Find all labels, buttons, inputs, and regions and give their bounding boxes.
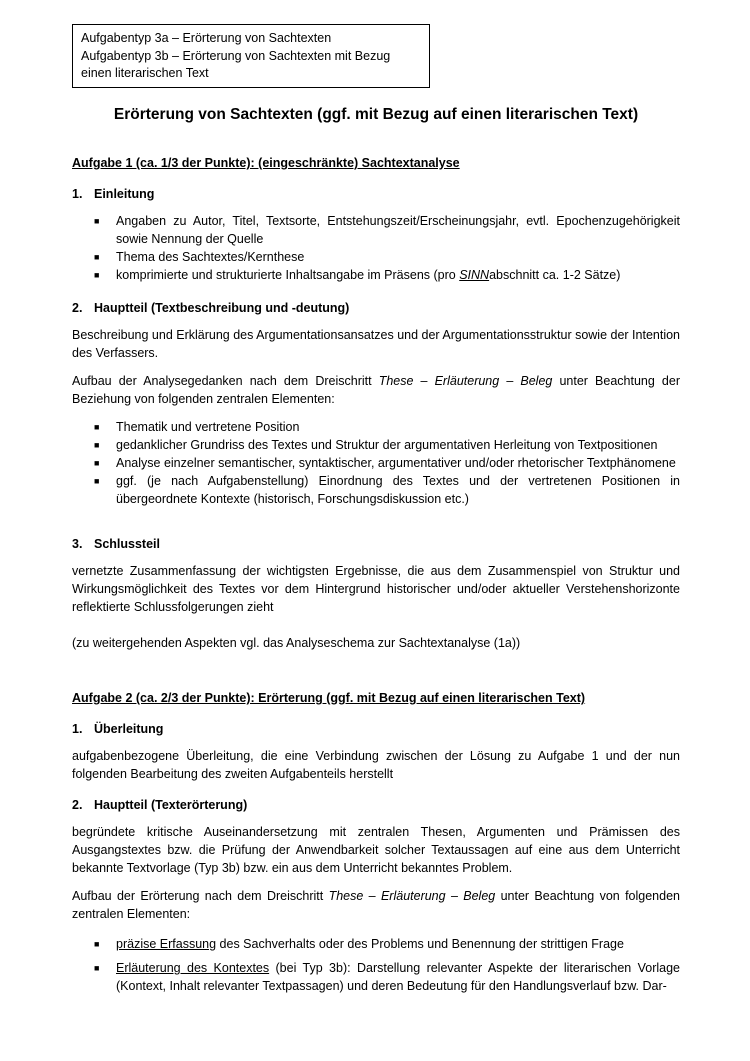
section-heading: [72, 536, 680, 553]
section-title: Einleitung: [94, 187, 155, 201]
list-item: ■ präzise Erfassung des Sachverhalts oder des Problems und Benennung der strittigen Frage: [94, 937, 624, 951]
italic-phrase: These – Erläuterung – Beleg: [378, 374, 553, 388]
bullet-list: [72, 935, 680, 995]
underlined-term: präzise Erfassung: [116, 937, 217, 951]
paragraph: begründete kritische Auseinandersetzung mit zentralen Thesen, Argumenten und Prämissen des Ausgangstextes bzw. die Prüfung der Anwendbarkeit solcher Textaussagen auf eine aus dem Unterricht bekannte Textvorlage (Typ 3b) bzw. ein aus dem Unterricht bekanntes Problem.: [72, 825, 680, 875]
section-heading: [72, 300, 680, 317]
list-item: ■ ggf. (je nach Aufgabenstellung) Einordnung des Textes und der vertretenen Positionen in übergeordnete Kontexte (historisch, Forschungsdiskussion etc.): [94, 474, 680, 506]
list-item: ■ Analyse einzelner semantischer, syntaktischer, argumentativer und/oder rhetorischer Textphänomene: [94, 456, 676, 470]
list-item: ■ gedanklicher Grundriss des Textes und Struktur der argumentativen Herleitung von Textpositionen: [94, 438, 658, 452]
bullet-icon: ■: [94, 252, 100, 262]
section-number: 2.: [72, 798, 83, 812]
paragraph: Beschreibung und Erklärung des Argumentationsansatzes und der Argumentationsstruktur sowie der Intention des Verfassers.: [72, 328, 681, 360]
bullet-list: [72, 212, 680, 284]
document-content: [72, 105, 680, 1011]
task-type-line: Aufgabentyp 3b – Erörterung von Sachtexten mit Bezug: [81, 48, 391, 63]
task2-heading: Aufgabe 2 (ca. 2/3 der Punkte): Erörterung (ggf. mit Bezug auf einen literarischen Text): [72, 691, 586, 705]
paragraph: aufgabenbezogene Überleitung, die eine Verbindung zwischen der Lösung zu Aufgabe 1 und der nun folgenden Bearbeitung des zweiten Aufgabenteils herstellt: [72, 749, 680, 781]
sinn-emphasis: SINN: [459, 268, 490, 282]
section-number: 2.: [72, 301, 83, 315]
list-item: ■ Angaben zu Autor, Titel, Textsorte, Entstehungszeit/Erscheinungsjahr, evtl. Epochenzugehörigkeit sowie Nennung der Quelle: [94, 214, 680, 246]
bullet-icon: ■: [94, 963, 100, 973]
paragraph: vernetzte Zusammenfassung der wichtigsten Ergebnisse, die aus dem Zusammenspiel von Struktur und Wirkungsmöglichkeit des Textes vor dem Hintergrund historischer und/oder aktueller Verstehenshorizonte reflektierte Schlussfolgerungen zieht: [72, 564, 680, 614]
paragraph: Aufbau der Analysegedanken nach dem Dreischritt These – Erläuterung – Beleg unter Beachtung der Beziehung von folgenden zentralen Elementen:: [72, 374, 680, 406]
task-type-line: Aufgabentyp 3a – Erörterung von Sachtexten: [81, 31, 332, 45]
section-number: 1.: [72, 187, 83, 201]
section-heading: [72, 186, 680, 203]
bullet-icon: ■: [94, 440, 100, 450]
list-item: ■ Thematik und vertretene Position: [94, 420, 300, 434]
section-title: Schlussteil: [94, 537, 160, 551]
list-item: ■ Erläuterung des Kontextes (bei Typ 3b): Darstellung relevanter Aspekte der literarischen Vorlage (Kontext, Inhalt relevanter Textpassagen) und deren Bedeutung für den Handlungsverlauf bzw. Dar-: [94, 961, 680, 993]
section-number: 3.: [72, 537, 83, 551]
paragraph: (zu weitergehenden Aspekten vgl. das Analyseschema zur Sachtextanalyse (1a)): [72, 636, 521, 650]
list-item: ■ Thema des Sachtextes/Kernthese: [94, 250, 305, 264]
section-title: Überleitung: [94, 722, 164, 736]
bullet-icon: ■: [94, 939, 100, 949]
task-type-box: [72, 24, 430, 88]
section-title: Hauptteil (Texterörterung): [94, 798, 248, 812]
bullet-icon: ■: [94, 422, 100, 432]
bullet-icon: ■: [94, 476, 100, 486]
list-item: ■ komprimierte und strukturierte Inhaltsangabe im Präsens (pro SINNabschnitt ca. 1-2 Sätze): [94, 268, 621, 282]
page-title: Erörterung von Sachtexten (ggf. mit Bezug auf einen literarischen Text): [113, 106, 639, 123]
task-type-line: einen literarischen Text: [81, 66, 209, 80]
bullet-list: [72, 418, 680, 508]
italic-phrase: These – Erläuterung – Beleg: [328, 889, 496, 903]
section-heading: [72, 797, 680, 814]
underlined-term: Erläuterung des Kontextes: [116, 961, 270, 975]
section-title: Hauptteil (Textbeschreibung und -deutung): [94, 301, 350, 315]
section-heading: [72, 721, 680, 738]
task1-heading: Aufgabe 1 (ca. 1/3 der Punkte): (eingeschränkte) Sachtextanalyse: [72, 156, 460, 170]
bullet-icon: ■: [94, 216, 100, 226]
bullet-icon: ■: [94, 270, 100, 280]
bullet-icon: ■: [94, 458, 100, 468]
section-number: 1.: [72, 722, 83, 736]
paragraph: Aufbau der Erörterung nach dem Dreischritt These – Erläuterung – Beleg unter Beachtung von folgenden zentralen Elementen:: [72, 889, 680, 921]
